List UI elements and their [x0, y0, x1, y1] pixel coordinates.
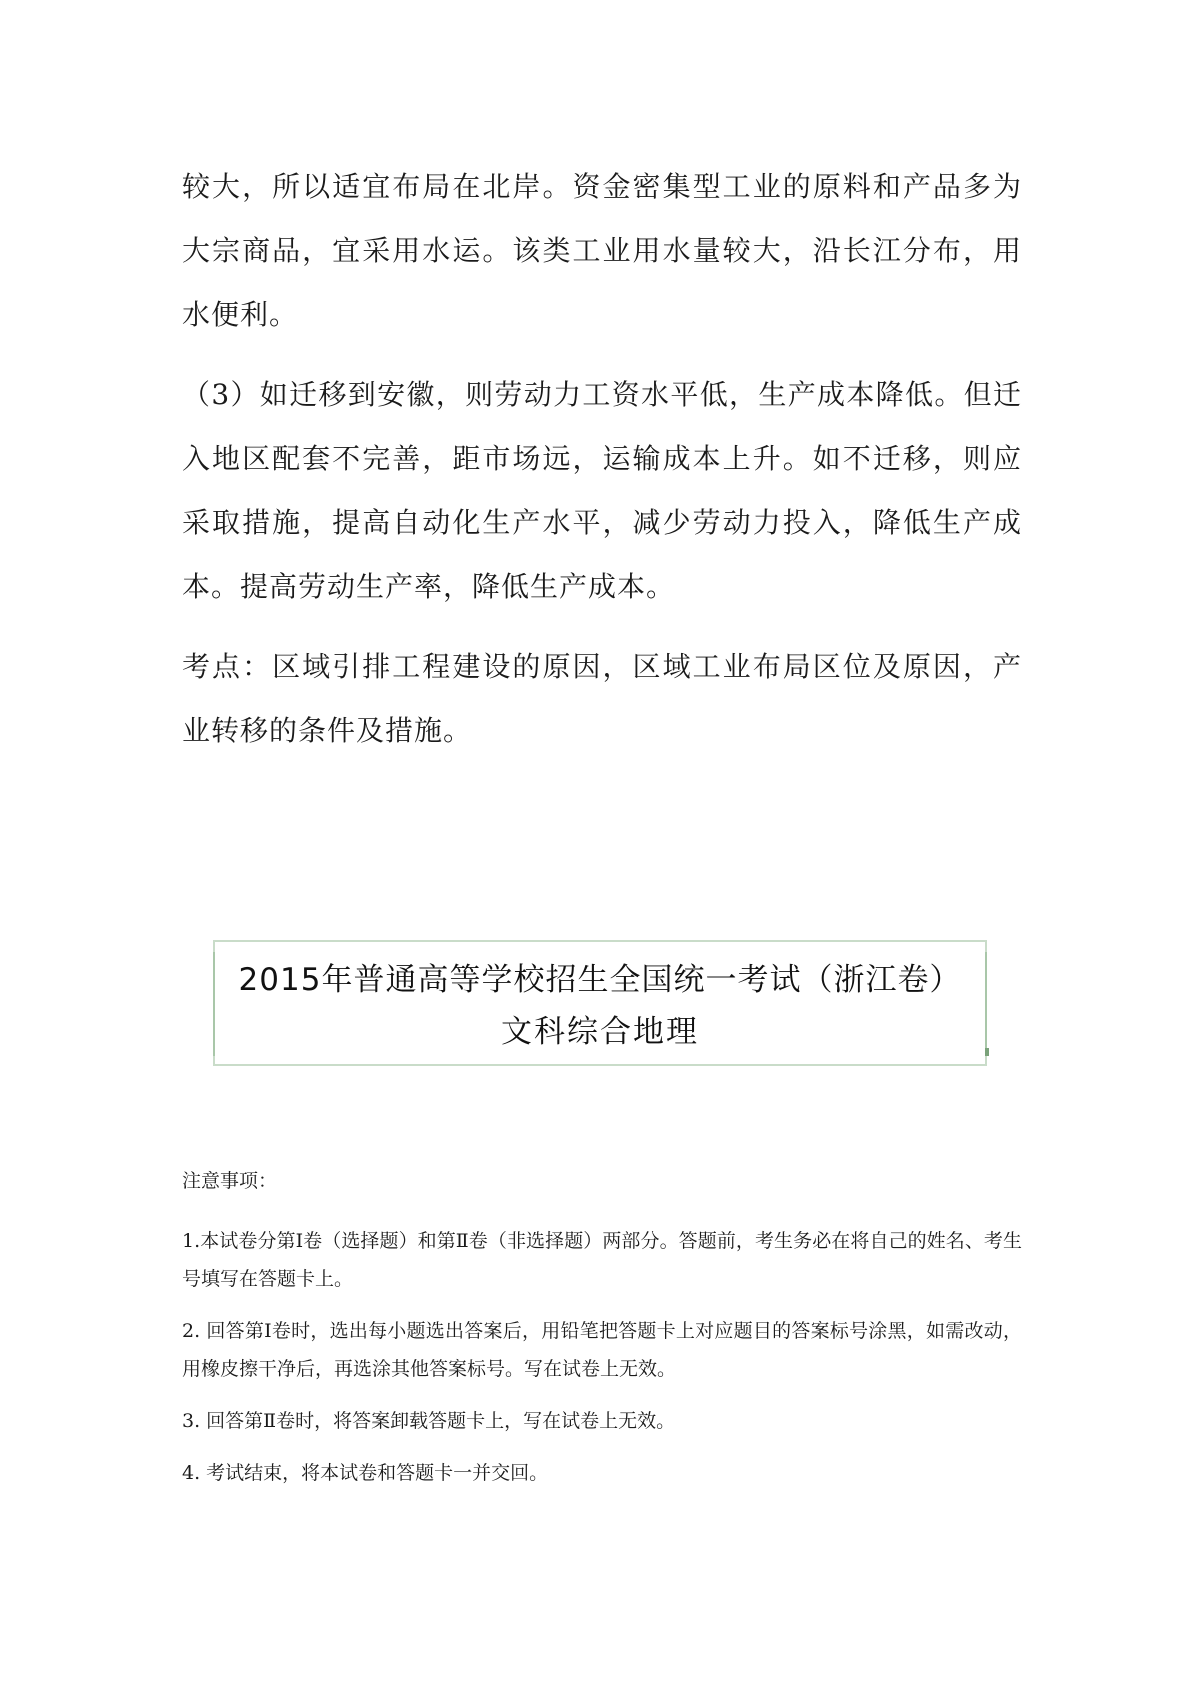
instruction-item-1: 1.本试卷分第Ⅰ卷（选择题）和第Ⅱ卷（非选择题）两部分。答题前，考生务必在将自己的姓名、考生号填写在答题卡上。 — [182, 1230, 1022, 1290]
instructions-heading: 注意事项： — [182, 1170, 278, 1192]
answer-section — [182, 155, 1022, 779]
answer-paragraph-1: 较大，所以适宜布局在北岸。资金密集型工业的原料和产品多为大宗商品，宜采用水运。该类工业用水量较大，沿长江分布，用水便利。 — [182, 170, 1022, 331]
banner-right-edge — [985, 952, 987, 1056]
exam-title-banner — [213, 940, 987, 1066]
instruction-item-4: 4. 考试结束，将本试卷和答题卡一并交回。 — [182, 1462, 549, 1484]
instruction-item-2: 2. 回答第Ⅰ卷时，选出每小题选出答案后，用铅笔把答题卡上对应题目的答案标号涂黑，如需改动，用橡皮擦干净后，再选涂其他答案标号。写在试卷上无效。 — [182, 1320, 1022, 1380]
exam-title: 2015年普通高等学校招生全国统一考试（浙江卷） — [238, 962, 962, 998]
answer-paragraph-3: 考点：区域引排工程建设的原因，区域工业布局区位及原因，产业转移的条件及措施。 — [182, 650, 1022, 747]
instruction-item-3: 3. 回答第Ⅱ卷时，将答案卸载答题卡上，写在试卷上无效。 — [182, 1410, 676, 1432]
instructions-section — [182, 1162, 1022, 1506]
exam-subtitle: 文科综合地理 — [501, 1014, 699, 1050]
answer-paragraph-2: （3）如迁移到安徽，则劳动力工资水平低，生产成本降低。但迁入地区配套不完善，距市场远，运输成本上升。如不迁移，则应采取措施，提高自动化生产水平，减少劳动力投入，降低生产成本。提高劳动生产率，降低生产成本。 — [182, 378, 1022, 603]
banner-corner-mark — [985, 1048, 989, 1056]
